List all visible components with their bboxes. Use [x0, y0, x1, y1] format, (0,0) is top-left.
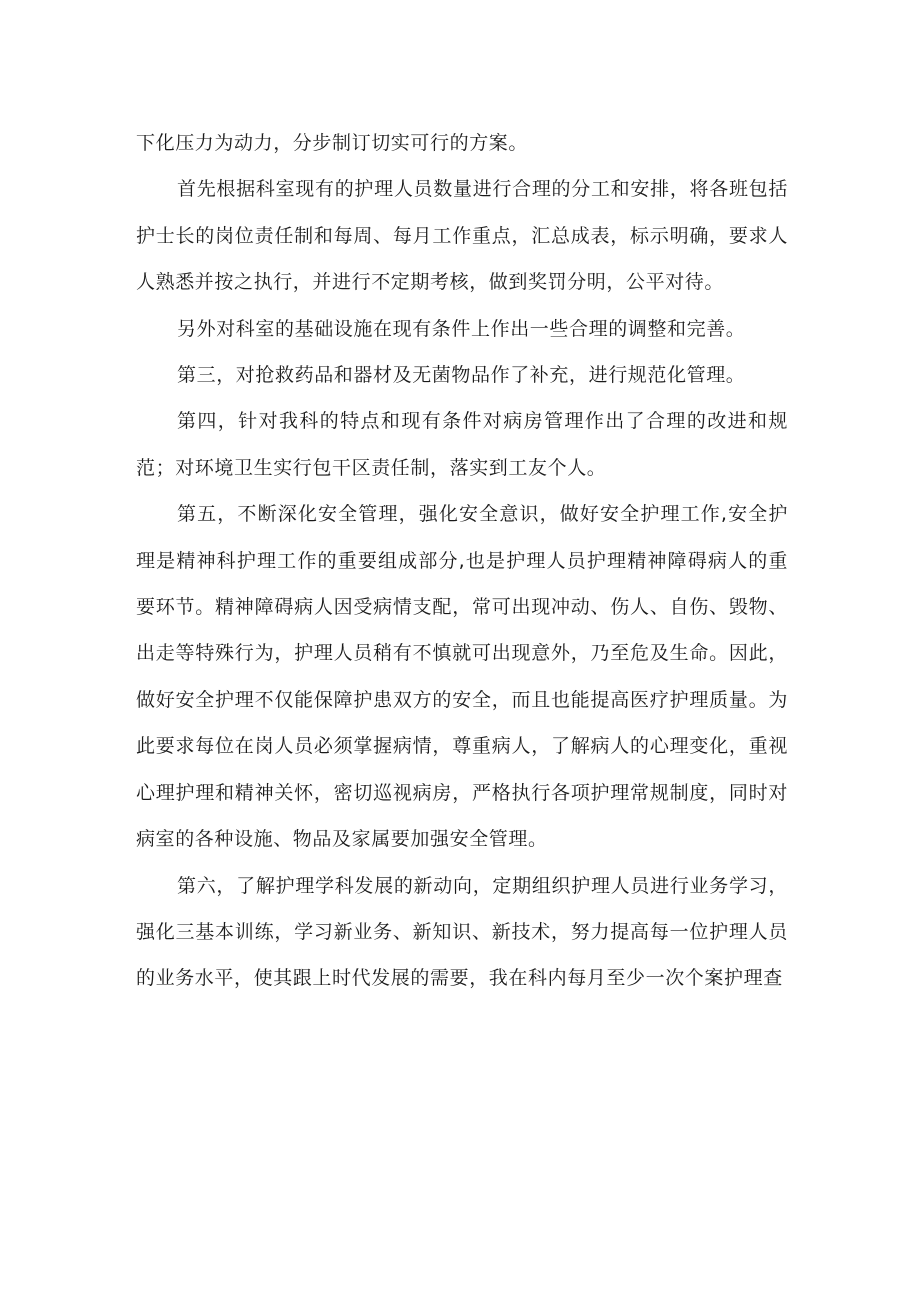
paragraph-2: 首先根据科室现有的护理人员数量进行合理的分工和安排，将各班包括护士长的岗位责任制和每周、每月工作重点，汇总成表，标示明确，要求人人熟悉并按之执行，并进行不定期考核，做到奖罚分明，公平对待。 [136, 178, 788, 294]
paragraph-6: 第五，不断深化安全管理，强化安全意识，做好安全护理工作,安全护理是精神科护理工作的重要组成部分,也是护理人员护理精神障碍病人的重要环节。精神障碍病人因受病情支配，常可出现冲动、伤人、自伤、毁物、出走等特殊行为，护理人员稍有不慎就可出现意外，乃至危及生命。因此，做好安全护理不仅能保障护患双方的安全，而且也能提高医疗护理质量。为此要求每位在岗人员必须掌握病情，尊重病人，了解病人的心理变化，重视心理护理和精神关怀，密切巡视病房，严格执行各项护理常规制度，同时对病室的各种设施、物品及家属要加强安全管理。 [136, 503, 788, 851]
paragraph-5: 第四，针对我科的特点和现有条件对病房管理作出了合理的改进和规范；对环境卫生实行包干区责任制，落实到工友个人。 [136, 410, 788, 479]
paragraph-4: 第三，对抢救药品和器材及无菌物品作了补充，进行规范化管理。 [177, 364, 746, 387]
paragraph-7: 第六，了解护理学科发展的新动向，定期组织护理人员进行业务学习，强化三基本训练，学习新业务、新知识、新技术，努力提高每一位护理人员的业务水平，使其跟上时代发展的需要，我在科内每月至少一次个案护理查 [136, 874, 788, 990]
paragraph-3: 另外对科室的基础设施在现有条件上作出一些合理的调整和完善。 [177, 317, 746, 340]
paragraph-1: 下化压力为动力，分步制订切实可行的方案。 [136, 132, 529, 154]
document-body [136, 120, 788, 1002]
